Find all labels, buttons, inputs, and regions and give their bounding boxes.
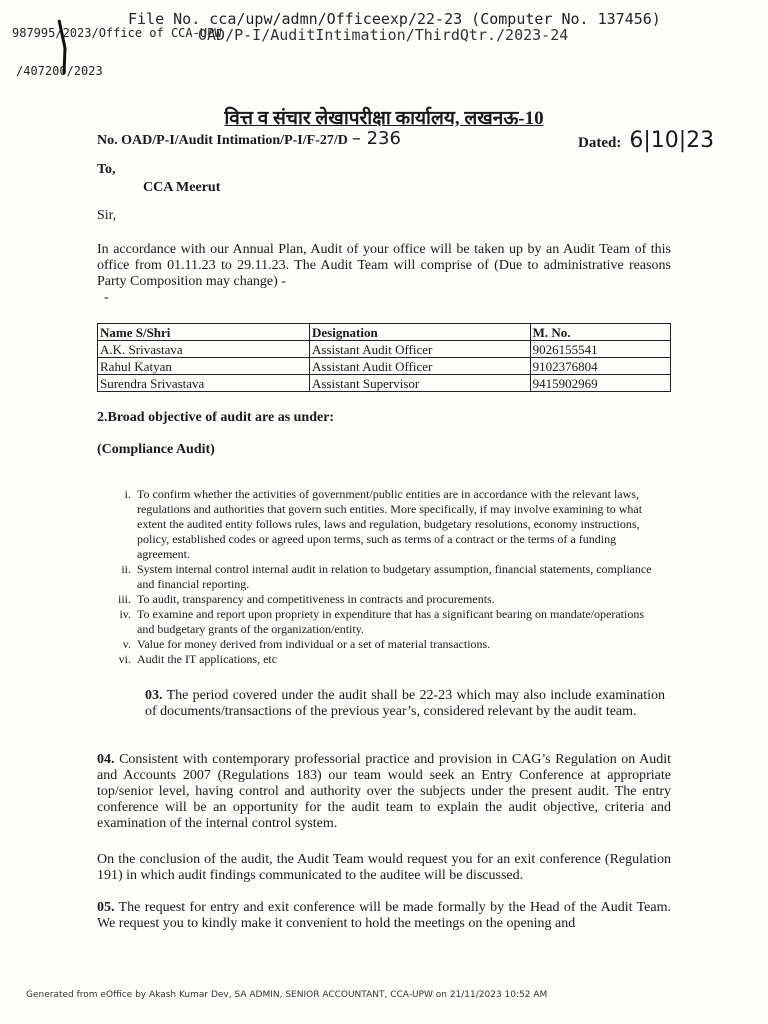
list-item bbox=[124, 487, 659, 562]
item-number: i. bbox=[124, 487, 131, 501]
conclusion-paragraph: On the conclusion of the audit, the Audit Team would request you for an exit conference (Regulation 191) in which audit findings communicated to the auditee will be discussed. bbox=[97, 852, 671, 883]
intro-paragraph: In accordance with our Annual Plan, Audit of your office will be taken up by an Audit Team of this office from 01.11.23 to 29.11.23. The Audit Team will comprise of (Due to administrative reasons Party Composition may change) - bbox=[97, 242, 671, 289]
cell-name: Surendra Srivastava bbox=[98, 375, 310, 392]
handwritten-date: 6|10|23 bbox=[629, 128, 715, 153]
file-number-header: File No. cca/upw/admn/Officeexp/22-23 (Computer No. 137456) bbox=[128, 10, 661, 28]
table-row bbox=[98, 358, 671, 375]
item-text: Value for money derived from individual or a set of material transactions. bbox=[137, 637, 491, 651]
item-number: ii. bbox=[121, 562, 131, 576]
column-header-name: Name S/Shri bbox=[98, 324, 310, 341]
paragraph-number: 03. bbox=[145, 688, 163, 703]
list-item bbox=[117, 592, 659, 607]
list-item bbox=[122, 637, 659, 652]
column-header-mobile: M. No. bbox=[530, 324, 670, 341]
addressee: CCA Meerut bbox=[143, 180, 221, 195]
paragraph-05 bbox=[97, 900, 671, 932]
dash-mark: - bbox=[104, 290, 109, 305]
cell-designation: Assistant Audit Officer bbox=[310, 358, 531, 375]
paragraph-text: The request for entry and exit conference will be made formally by the Head of the Audit Team. We request you to kindly make it convenient to hold the meetings on the opening and bbox=[97, 900, 671, 931]
audit-team-table bbox=[97, 323, 671, 392]
paragraph-text: The period covered under the audit shall be 22-23 which may also include examination of documents/transactions of the previous year’s, considered relevant by the audit team. bbox=[145, 688, 665, 719]
date-line bbox=[578, 128, 714, 153]
intimation-reference-header: OAD/P-I/AuditIntimation/ThirdQtr./2023-24 bbox=[198, 26, 569, 44]
cell-designation: Assistant Supervisor bbox=[310, 375, 531, 392]
handwritten-dispatch-number: – 236 bbox=[351, 128, 401, 149]
salutation: Sir, bbox=[97, 208, 117, 223]
cell-designation: Assistant Audit Officer bbox=[310, 341, 531, 358]
table-row bbox=[98, 375, 671, 392]
reference-label: No. OAD/P-I/Audit Intimation/P-I/F-27/D bbox=[97, 133, 348, 148]
item-text: To examine and report upon propriety in expenditure that has a significant bearing on mandate/operations and budgetary grants of the organization/entity. bbox=[137, 607, 644, 636]
item-text: To confirm whether the activities of government/public entities are in accordance with the relevant laws, regulations and authorities that govern such entities. More specifically, if may involve examining to what extent the audited entity follows rules, laws and regulation, budgetary resolutions, economy instructions, policy, established codes or agreed upon terms, such as terms of a contract or the terms of a funding agreement. bbox=[137, 487, 643, 561]
column-header-designation: Designation bbox=[310, 324, 531, 341]
computer-number-line: 987995/2023/Office of CCA-UPW bbox=[12, 26, 222, 40]
paragraph-03 bbox=[145, 688, 665, 720]
item-number: vi. bbox=[118, 652, 131, 666]
cell-mobile: 9026155541 bbox=[530, 341, 670, 358]
eoffice-footer: Generated from eOffice by Akash Kumar Dev, SA ADMIN, SENIOR ACCOUNTANT, CCA-UPW on 21/11/2023 10:52 AM bbox=[26, 990, 548, 1000]
paragraph-number: 04. bbox=[97, 752, 115, 767]
item-number: v. bbox=[122, 637, 131, 651]
cell-mobile: 9415902969 bbox=[530, 375, 670, 392]
to-label: To, bbox=[97, 162, 116, 177]
cell-mobile: 9102376804 bbox=[530, 358, 670, 375]
compliance-heading: (Compliance Audit) bbox=[97, 442, 215, 457]
objectives-list bbox=[117, 487, 659, 667]
cell-name: A.K. Srivastava bbox=[98, 341, 310, 358]
paragraph-04 bbox=[97, 752, 671, 832]
computer-number-line-2: /407200/2023 bbox=[16, 64, 103, 78]
office-title: वित्त व संचार लेखापरीक्षा कार्यालय, लखनऊ-10 bbox=[224, 108, 544, 129]
paragraph-number: 05. bbox=[97, 900, 115, 915]
table-header-row bbox=[98, 324, 671, 341]
item-number: iv. bbox=[119, 607, 131, 621]
objective-heading: 2.Broad objective of audit are as under: bbox=[97, 410, 335, 425]
reference-number bbox=[97, 128, 401, 149]
list-item bbox=[119, 607, 659, 637]
pen-mark-icon bbox=[56, 18, 70, 76]
item-number: iii. bbox=[117, 592, 131, 606]
paragraph-text: Consistent with contemporary professorial practice and provision in CAG’s Regulation on Audit and Accounts 2007 (Regulations 183) our team would seek an Entry Conference at appropriate top/senior level, having control and authority over the subjects under the present audit. The entry conference will be an opportunity for the audit team to explain the audit objective, criteria and examination of the internal control system. bbox=[97, 752, 671, 831]
item-text: System internal control internal audit in relation to budgetary assumption, financial statements, compliance and financial reporting. bbox=[137, 562, 652, 591]
table-row bbox=[98, 341, 671, 358]
cell-name: Rahul Katyan bbox=[98, 358, 310, 375]
list-item bbox=[121, 562, 659, 592]
list-item bbox=[118, 652, 659, 667]
item-text: To audit, transparency and competitiveness in contracts and procurements. bbox=[137, 592, 495, 606]
date-label: Dated: bbox=[578, 135, 622, 151]
item-text: Audit the IT applications, etc bbox=[137, 652, 278, 666]
